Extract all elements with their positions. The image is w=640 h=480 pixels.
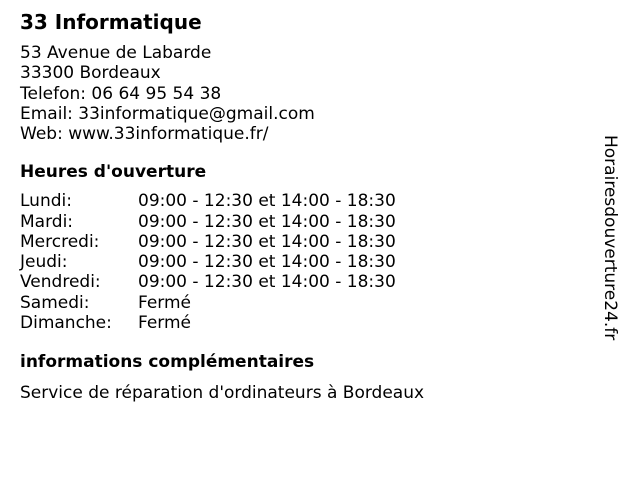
phone-line: Telefon: 06 64 95 54 38 bbox=[20, 83, 222, 104]
info-text: Service de réparation d'ordinateurs à Bordeaux bbox=[20, 382, 425, 403]
hours-row-dimanche bbox=[20, 313, 610, 333]
street-address: 53 Avenue de Labarde bbox=[20, 43, 212, 63]
day-label: Vendredi: bbox=[20, 272, 101, 293]
hours-table bbox=[20, 191, 610, 332]
time-range: 09:00 - 12:30 et 14:00 - 18:30 bbox=[138, 231, 396, 252]
business-name: 33 Informatique bbox=[20, 10, 202, 34]
day-label: Mardi: bbox=[20, 211, 74, 232]
info-heading: informations complémentaires bbox=[20, 351, 315, 372]
time-range: Fermé bbox=[138, 292, 192, 313]
hours-row-vendredi bbox=[20, 272, 610, 292]
time-range: 09:00 - 12:30 et 14:00 - 18:30 bbox=[138, 211, 396, 232]
day-label: Samedi: bbox=[20, 292, 90, 313]
hours-heading: Heures d'ouverture bbox=[20, 162, 207, 183]
contact-block bbox=[20, 43, 610, 144]
hours-row-mardi bbox=[20, 212, 610, 232]
hours-row-mercredi bbox=[20, 232, 610, 252]
web-line: Web: www.33informatique.fr/ bbox=[20, 124, 269, 145]
city-address: 33300 Bordeaux bbox=[20, 63, 161, 84]
email-line: Email: 33informatique@gmail.com bbox=[20, 103, 315, 124]
time-range: 09:00 - 12:30 et 14:00 - 18:30 bbox=[138, 252, 396, 273]
time-range: 09:00 - 12:30 et 14:00 - 18:30 bbox=[138, 191, 396, 212]
day-label: Jeudi: bbox=[20, 252, 68, 273]
business-card bbox=[20, 10, 610, 403]
time-range: Fermé bbox=[138, 312, 192, 333]
day-label: Lundi: bbox=[20, 191, 72, 212]
time-range: 09:00 - 12:30 et 14:00 - 18:30 bbox=[138, 272, 396, 293]
site-watermark: Horairesdouverture24.fr bbox=[600, 135, 620, 341]
day-label: Mercredi: bbox=[20, 231, 100, 252]
hours-row-samedi bbox=[20, 293, 610, 313]
day-label: Dimanche: bbox=[20, 312, 112, 333]
hours-row-jeudi bbox=[20, 252, 610, 272]
hours-row-lundi bbox=[20, 191, 610, 211]
